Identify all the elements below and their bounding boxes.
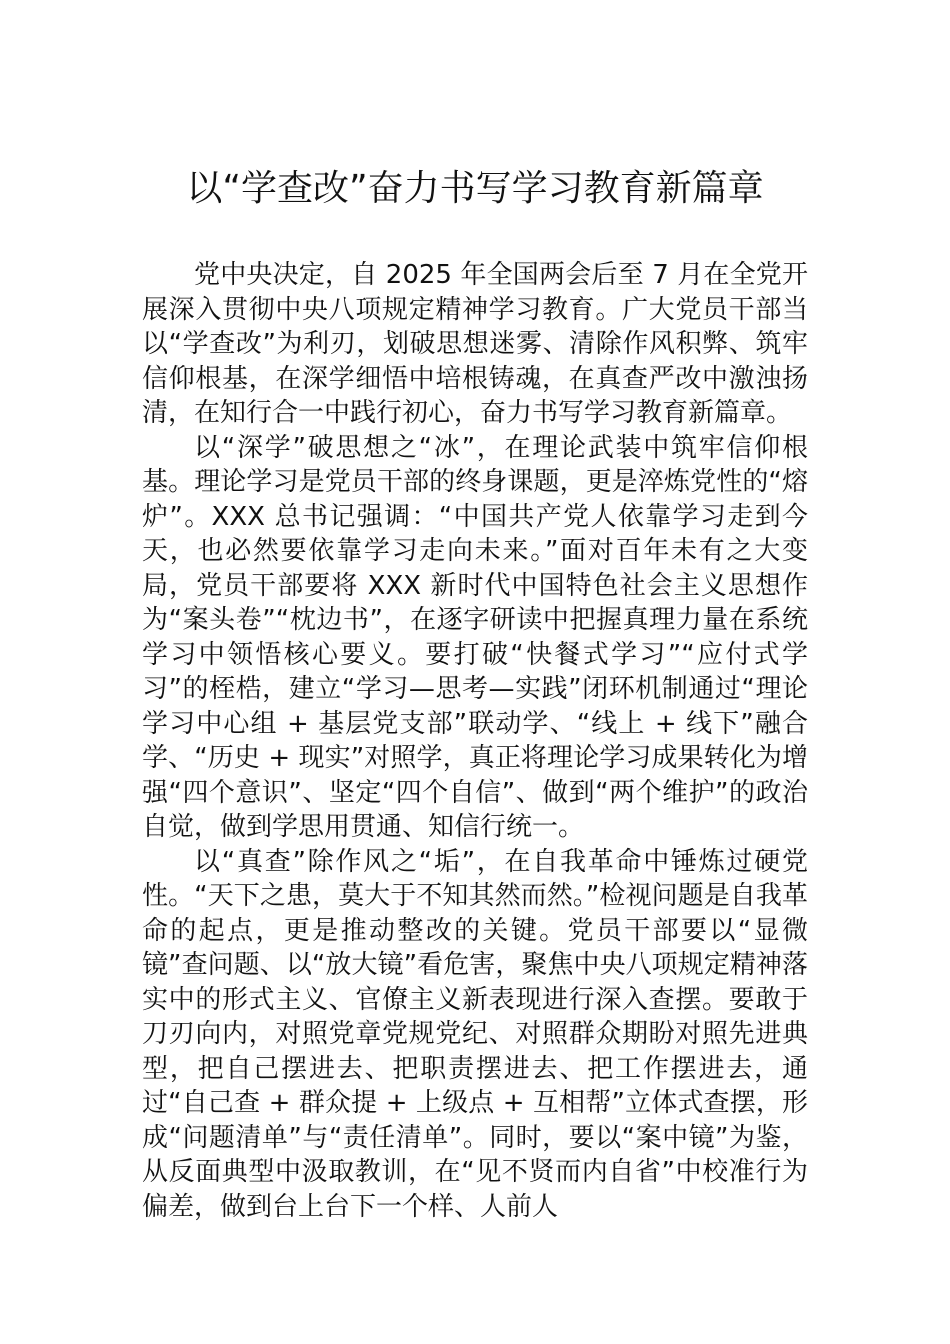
paragraph-intro: 党中央决定，自 2025 年全国两会后至 7 月在全党开展深入贯彻中央八项规定精神学习教育。广大党员干部当以“学查改”为利刃，划破思想迷雾、清除作风积弊、筑牢信仰根基，在深学细悟中培根铸魂，在真查严改中激浊扬清，在知行合一中践行初心，奋力书写学习教育新篇章。 [142, 260, 808, 428]
paragraph-deep-study: 以“深学”破思想之“冰”，在理论武装中筑牢信仰根基。理论学习是党员干部的终身课题，更是淬炼党性的“熔炉”。XXX 总书记强调：“中国共产党人依靠学习走到今天，也必然要依靠学习走向未来。”面对百年未有之大变局，党员干部要将 XXX 新时代中国特色社会主义思想作为“案头卷”“枕边书”，在逐字研读中把握真理力量在系统学习中领悟核心要义。要打破“快餐式学习”“应付式学习”的桎梏，建立“学习—思考—实践”闭环机制通过“理论学习中心组 + 基层党支部”联动学、“线上 + 线下”融合学、“历史 + 现实”对照学，真正将理论学习成果转化为增强“四个意识”、坚定“四个自信”、做到“两个维护”的政治自觉，做到学思用贯通、知信行统一。 [142, 432, 808, 842]
paragraph-real-check: 以“真查”除作风之“垢”，在自我革命中锤炼过硬党性。“天下之患，莫大于不知其然而然。”检视问题是自我革命的起点，更是推动整改的关键。党员干部要以“显微镜”查问题、以“放大镜”看危害，聚焦中央八项规定精神落实中的形式主义、官僚主义新表现进行深入查摆。要敢于刀刃向内，对照党章党规党纪、对照群众期盼对照先进典型，把自己摆进去、把职责摆进去、把工作摆进去，通过“自己查 + 群众提 + 上级点 + 互相帮”立体式查摆，形成“问题清单”与“责任清单”。同时，要以“案中镜”为鉴，从反面典型中汲取教训，在“见不贤而内自省”中校准行为偏差，做到台上台下一个样、人前人 [142, 846, 808, 1222]
document-body [142, 258, 808, 1224]
document-title: 以“学查改”奋力书写学习教育新篇章 [186, 168, 764, 209]
